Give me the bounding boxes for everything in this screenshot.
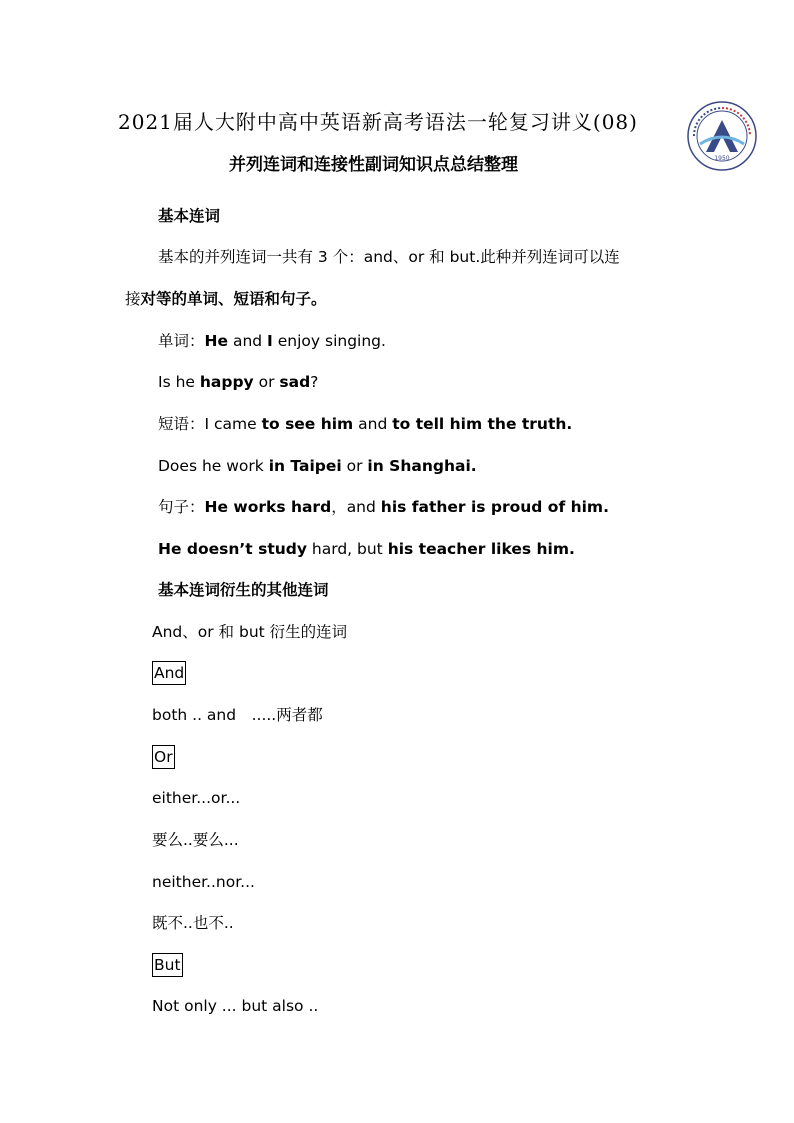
phrase-ex2-part2: in Taipei xyxy=(268,457,342,475)
but-section-label xyxy=(152,953,183,977)
or-item-2-cn: 既不..也不.. xyxy=(152,914,234,932)
but-box: But xyxy=(152,953,183,977)
phrase-example-1 xyxy=(158,413,572,435)
and-box: And xyxy=(152,661,186,685)
phrase-example-2 xyxy=(158,455,477,477)
word-example-2 xyxy=(158,371,318,393)
derived-intro: And、or 和 but 衍生的连词 xyxy=(152,623,348,641)
intro-line-2-bold: 对等的单词、短语和句子。 xyxy=(140,290,327,308)
phrase-ex1-part1: I came xyxy=(204,415,262,433)
intro-line-2 xyxy=(125,288,327,310)
phrase-label: 短语： xyxy=(158,415,205,433)
word-ex2-part4: sad xyxy=(279,373,311,391)
word-ex2-part2: happy xyxy=(199,373,254,391)
word-label: 单词： xyxy=(158,332,205,350)
word-ex2-part1: Is he xyxy=(158,373,200,391)
seal-year: 1950 xyxy=(714,155,730,162)
sentence-label: 句子： xyxy=(158,498,205,516)
document-title: 2021届人大附中高中英语新高考语法一轮复习讲义(08) xyxy=(118,110,638,134)
sentence-ex2-part2: hard, but xyxy=(306,540,388,558)
or-section-label xyxy=(152,745,175,769)
word-ex2-part5: ? xyxy=(310,373,319,391)
phrase-ex2-part1: Does he work xyxy=(158,457,269,475)
word-ex1-part1: He xyxy=(204,332,229,350)
sentence-ex2-part3: his teacher likes him. xyxy=(387,540,575,558)
sentence-ex1-part3: his father is proud of him. xyxy=(380,498,609,516)
sentence-ex1-part1: He works hard xyxy=(204,498,332,516)
or-item-1: either...or... xyxy=(152,789,241,807)
university-seal-icon xyxy=(686,100,758,172)
word-ex2-part3: or xyxy=(253,373,280,391)
sentence-ex1-part2: ，and xyxy=(331,498,381,516)
sentence-example-2 xyxy=(158,538,575,560)
intro-line-2-start: 接 xyxy=(125,290,141,308)
heading-basic-conjunctions: 基本连词 xyxy=(158,207,221,225)
word-example-1 xyxy=(158,330,386,352)
phrase-ex1-part2: to see him xyxy=(261,415,354,433)
phrase-ex2-part4: in Shanghai. xyxy=(367,457,477,475)
word-ex1-part2: and xyxy=(228,332,268,350)
and-item: both .. and .....两者都 xyxy=(152,706,323,724)
or-box: Or xyxy=(152,745,175,769)
intro-line-1: 基本的并列连词一共有 3 个：and、or 和 but.此种并列连词可以连 xyxy=(158,248,620,266)
or-item-2: neither..nor... xyxy=(152,873,255,891)
word-ex1-part4: enjoy singing. xyxy=(272,332,386,350)
word-ex1-part3: I xyxy=(267,332,273,350)
phrase-ex2-part3: or xyxy=(341,457,368,475)
and-section-label xyxy=(152,661,186,685)
sentence-ex2-part1: He doesn’t study xyxy=(158,540,307,558)
but-item: Not only ... but also .. xyxy=(152,997,319,1015)
document-subtitle: 并列连词和连接性副词知识点总结整理 xyxy=(229,155,518,175)
or-item-1-cn: 要么..要么... xyxy=(152,831,239,849)
phrase-ex1-part4: to tell him the truth. xyxy=(392,415,573,433)
phrase-ex1-part3: and xyxy=(353,415,393,433)
heading-derived-conjunctions: 基本连词衍生的其他连词 xyxy=(158,581,329,599)
sentence-example-1 xyxy=(158,496,609,518)
